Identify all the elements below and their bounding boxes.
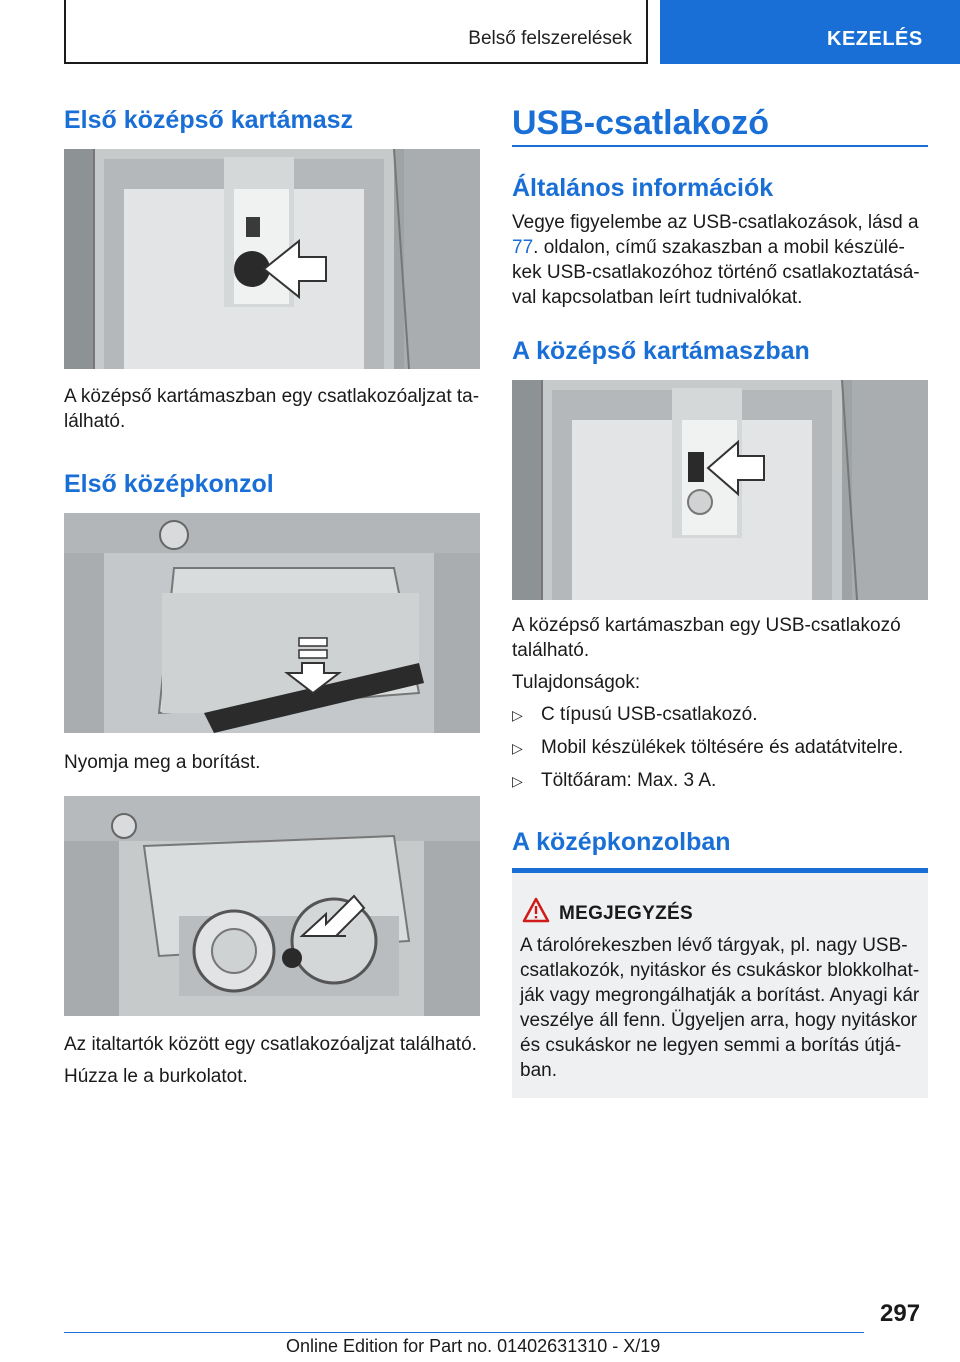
armrest-usb-heading: A középső kartámaszban (512, 337, 810, 365)
general-info-text-before: Vegye figyelembe az USB-csatlakozások, lásd a (512, 212, 919, 233)
console-caption: Nyomja meg a borítást. (64, 752, 261, 773)
list-item: ▷ Töltőáram: Max. 3 A. (512, 768, 928, 801)
triangle-bullet-icon: ▷ (512, 740, 523, 756)
cupholder-caption-1: Az italtartók között egy csatlakozóaljzat található. (64, 1034, 477, 1055)
notice-title: MEGJEGYZÉS (559, 903, 693, 924)
usb-heading: USB-csatlakozó (512, 104, 769, 142)
armrest-heading: Első középső kartámasz (64, 106, 354, 134)
warning-triangle-icon (522, 897, 550, 923)
cupholder-caption-2: Húzza le a burkolatot. (64, 1066, 248, 1087)
usb-heading-rule (512, 145, 928, 147)
page-number: 297 (880, 1300, 921, 1327)
properties-label: Tulajdonságok: (512, 672, 641, 693)
general-info-text-after: . oldalon, című szakaszban a mobil készülé-kek USB-csatlakozóhoz történő csatlakoztatásá-val kapcsolatban leírt tudnivalókat. (512, 237, 920, 308)
header-chapter-tab[interactable] (660, 0, 960, 64)
footer-rule (64, 1332, 864, 1333)
armrest-usb-figure (512, 380, 928, 600)
console-heading: Első középkonzol (64, 470, 274, 498)
list-item: ▷ Mobil készülékek töltésére és adatátvitelre. (512, 735, 928, 768)
page-link-77[interactable]: 77 (512, 237, 534, 258)
general-info-heading: Általános információk (512, 174, 774, 202)
triangle-bullet-icon: ▷ (512, 707, 523, 723)
footer-edition: Online Edition for Part no. 01402631310 - X/19 (286, 1336, 661, 1356)
armrest-caption: A középső kartámaszban egy csatlakozóaljzat ta-lálható. (64, 386, 480, 432)
console-cover-figure (64, 513, 480, 733)
header-section-title: Belső felszerelések (468, 28, 632, 49)
notice-box (512, 868, 928, 1098)
triangle-bullet-icon: ▷ (512, 773, 523, 789)
notice-text: A tárolórekeszben lévő tárgyak, pl. nagy USB-csatlakozók, nyitáskor és csukáskor blokkolhat-ják vagy megrongálhatják a borítást. Anyagi kár veszélye áll fenn. Ügyeljen arra, hogy nyitáskor és csukáskor ne legyen semmi a borítás útjá-ban. (520, 935, 920, 1081)
general-info-text (512, 210, 928, 310)
armrest-figure (64, 149, 480, 369)
armrest-usb-caption: A középső kartámaszban egy USB-csatlakozó található. (512, 615, 901, 661)
header-section-box (64, 0, 648, 64)
cupholder-figure (64, 796, 480, 1016)
header-chapter-label: KEZELÉS (827, 28, 923, 50)
console-usb-heading: A középkonzolban (512, 828, 731, 856)
properties-list (512, 702, 928, 801)
list-item: ▷ C típusú USB-csatlakozó. (512, 702, 928, 735)
